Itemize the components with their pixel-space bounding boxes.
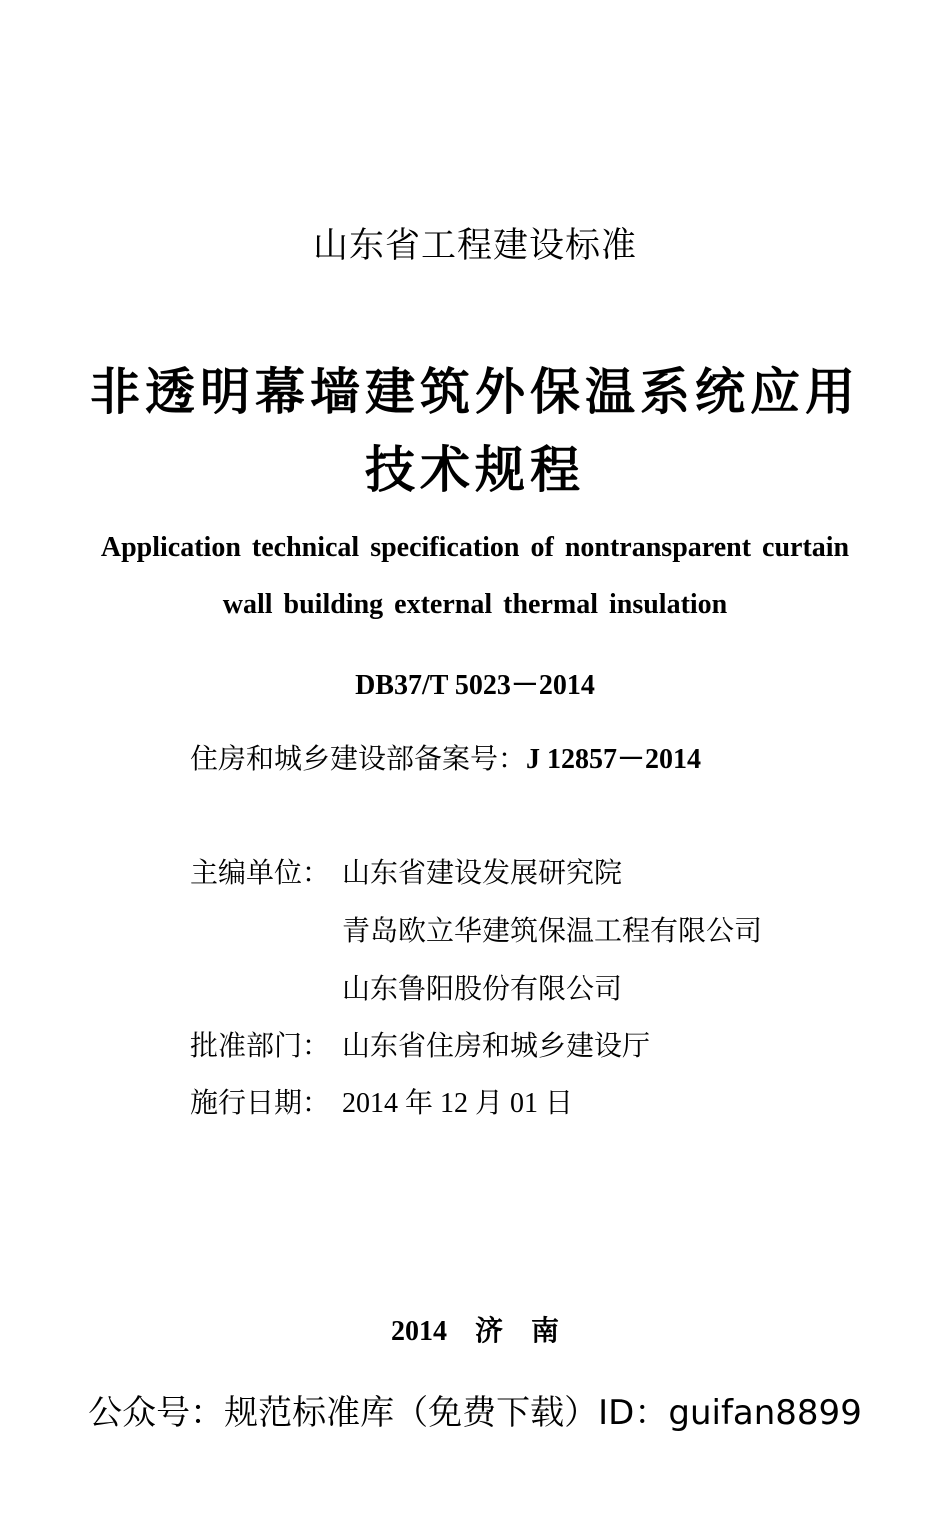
title-en-line-2: wall building external thermal insulation: [222, 589, 728, 620]
standard-series-heading: 山东省工程建设标准: [312, 226, 637, 266]
effective-date-label: 施行日期：: [190, 1086, 331, 1119]
publish-year: 2014: [390, 1316, 447, 1347]
publish-info: [0, 1309, 950, 1349]
watermark-text: 公众号：规范标准库（免费下载）ID：guifan8899: [88, 1393, 862, 1433]
approval-department: 山东省住房和城乡建设厅: [342, 1029, 651, 1062]
record-label: 住房和城乡建设部备案号：: [190, 742, 527, 775]
record-number: J 12857－2014: [526, 744, 702, 775]
title-en-line-1: Application technical specification of nontransparent curtain: [100, 532, 850, 563]
record-number-line: [190, 737, 701, 777]
chief-editor-1: 山东省建设发展研究院: [342, 856, 623, 889]
approval-row: [190, 1024, 650, 1064]
effective-date-row: [190, 1081, 573, 1121]
standard-code: DB37/T 5023－2014: [355, 670, 595, 701]
effective-date: 2014 年 12 月 01 日: [342, 1088, 574, 1119]
chief-editor-2: 青岛欧立华建筑保温工程有限公司: [342, 914, 763, 947]
chief-editor-label: 主编单位：: [190, 856, 331, 889]
chief-editor-3: 山东鲁阳股份有限公司: [342, 972, 623, 1005]
chief-editor-row: [190, 909, 762, 949]
chief-editor-row: [190, 967, 622, 1007]
approval-label: 批准部门：: [190, 1029, 331, 1062]
title-cn-line-1: 非透明幕墙建筑外保温系统应用: [90, 362, 860, 421]
publish-city: 济南: [474, 1314, 587, 1347]
chief-editor-row: [190, 851, 622, 891]
title-cn-line-2: 技术规程: [365, 440, 585, 499]
